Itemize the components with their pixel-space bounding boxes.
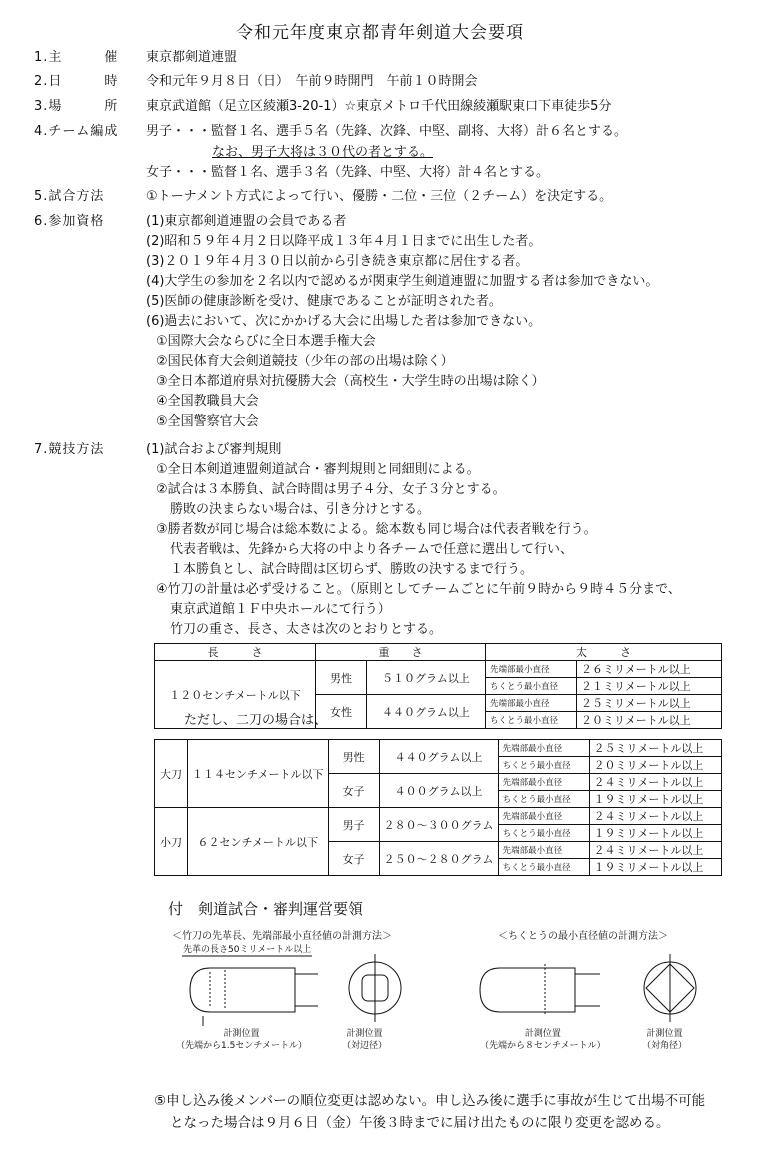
- section-text: 男子・・・監督１名、選手５名（先鋒、次鋒、中堅、副将、大将）計６名とする。: [146, 124, 628, 139]
- section-text: ①全日本剣道連盟剣道試合・審判規則と同細則による。: [156, 462, 480, 477]
- left-caption-2: 計測位置 （対辺径）: [342, 1029, 388, 1051]
- section-text: ④全国教職員大会: [156, 394, 259, 409]
- section-team: [0, 121, 760, 143]
- diameter-label: 先端部最小直径: [486, 661, 577, 678]
- section-text: ③勝者数が同じ場合は総本数による。総本数も同じ場合は代表者戦を行う。: [156, 522, 597, 537]
- diameter-label: ちくとう最小直径: [498, 757, 589, 774]
- section-text: 東京都剣道連盟: [146, 50, 238, 65]
- sex-cell: 男性: [328, 740, 379, 774]
- shinai-tip-left: [190, 968, 295, 1012]
- right-caption-2: 計測位置 （対角径）: [642, 1029, 688, 1051]
- section-rules: [0, 439, 760, 461]
- section-text: ⑤全国警察官大会: [156, 414, 259, 429]
- diameter-label: ちくとう最小直径: [486, 678, 577, 695]
- section-text: 女子・・・監督１名、選手３名（先鋒、中堅、大将）計４名とする。: [146, 165, 550, 180]
- section-format: [0, 186, 760, 208]
- diameter-label: 先端部最小直径: [498, 740, 589, 757]
- shinai-tip-right: [480, 968, 575, 1012]
- section-text: (1)東京都剣道連盟の会員である者: [146, 214, 347, 229]
- sex-cell: 女子: [328, 774, 379, 808]
- section-text: 東京武道館１Ｆ中央ホールにて行う）: [170, 602, 391, 617]
- section-text: 令和元年９月８日（日） 午前９時開門 午前１０時開会: [146, 74, 478, 89]
- section-text: ④竹刀の計量は必ず受けること。（原則としてチームごとに午前９時から９時４５分まで、: [156, 582, 681, 597]
- section-label: 3.場 所: [34, 99, 119, 114]
- section-label: 5.試合方法: [34, 189, 105, 204]
- section-text: １本勝負とし、試合時間は区切らず、勝敗の決するまで行う。: [170, 562, 533, 577]
- header-weight: 重 さ: [316, 644, 486, 661]
- header-thickness: 太 さ: [486, 644, 722, 661]
- diameter-value: ２０ミリメートル以上: [589, 757, 721, 774]
- sex-cell: 男性: [316, 661, 367, 695]
- section-label: 2.日 時: [34, 74, 119, 89]
- section-text: 竹刀の重さ、長さ、太さは次のとおりとする。: [170, 622, 442, 637]
- length-cell: ６２センチメートル以下: [188, 808, 329, 876]
- section-text: ②試合は３本勝負、試合時間は男子４分、女子３分とする。: [156, 482, 506, 497]
- section-text: 代表者戦は、先鋒から大将の中より各チームで任意に選出して行い、: [170, 542, 574, 557]
- left-caption-1: 計測位置 （先端から1.5センチメートル）: [176, 1029, 307, 1051]
- diameter-value: １９ミリメートル以上: [589, 791, 721, 808]
- sex-cell: 女子: [328, 842, 379, 876]
- section-label: 4.チーム編成: [34, 124, 119, 139]
- section-text: 勝敗の決まらない場合は、引き分けとする。: [170, 502, 431, 517]
- diameter-value: ２５ミリメートル以上: [589, 740, 721, 757]
- left-diagram-note: 先革の長さ50ミリメートル以上: [183, 945, 312, 955]
- page-title: 令和元年度東京都青年剣道大会要項: [236, 23, 524, 43]
- section-date: [0, 71, 760, 93]
- section-eligibility: [0, 211, 760, 233]
- weight-cell: ２５０～２８０グラム: [379, 842, 498, 876]
- section-text: ③全日本都道府県対抗優勝大会（高校生・大学生時の出場は除く）: [156, 374, 545, 389]
- group-name: 大刀: [155, 740, 188, 808]
- weight-cell: ４４０グラム以上: [367, 695, 486, 729]
- section-text: (5)医師の健康診断を受け、健康であることが証明された者。: [146, 294, 502, 309]
- weight-cell: ２８０～３００グラム: [379, 808, 498, 842]
- section-text: (4)大学生の参加を２名以内で認めるが関東学生剣道連盟に加盟する者は参加できない。: [146, 274, 659, 289]
- footer-line: となった場合は９月６日（金）午後３時までに届け出たものに限り変更を認める。: [170, 1115, 670, 1131]
- section-label: 6.参加資格: [34, 214, 105, 229]
- left-diagram-title: ＜竹刀の先革長、先端部最小直径値の計測方法＞: [172, 931, 392, 942]
- section-text: 東京武道館（足立区綾瀬3-20-1）☆東京メトロ千代田線綾瀬駅東口下車徒歩5分: [146, 99, 612, 114]
- weight-cell: ４００グラム以上: [379, 774, 498, 808]
- measurement-diagrams: [170, 950, 730, 1030]
- section-text: ①トーナメント方式によって行い、優勝・二位・三位（２チーム）を決定する。: [146, 189, 613, 204]
- nito-note: ただし、二刀の場合は、: [184, 713, 328, 728]
- section-text: ①国際大会ならびに全日本選手権大会: [156, 334, 376, 349]
- section-text: なお、男子大将は３０代の者とする。: [212, 145, 434, 160]
- section-text: (3)２０１９年４月３０日以前から引き続き東京都に居住する者。: [146, 254, 529, 269]
- section-text: (6)過去において、次にかかげる大会に出場した者は参加できない。: [146, 314, 542, 329]
- diameter-value: １９ミリメートル以上: [589, 825, 721, 842]
- diameter-label: ちくとう最小直径: [498, 859, 589, 876]
- nito-spec-table: [154, 739, 722, 876]
- appendix-title: 付 剣道試合・審判運営要領: [168, 900, 364, 918]
- diameter-value: ２１ミリメートル以上: [577, 678, 722, 695]
- right-caption-1: 計測位置 （先端から８センチメートル）: [480, 1029, 606, 1051]
- sex-cell: 女性: [316, 695, 367, 729]
- section-text: (1)試合および審判規則: [146, 442, 282, 457]
- right-diagram-title: ＜ちくとうの最小直径値の計測方法＞: [498, 931, 668, 942]
- diameter-label: 先端部最小直径: [498, 774, 589, 791]
- section-label: 1.主 催: [34, 50, 119, 65]
- diameter-value: １９ミリメートル以上: [589, 859, 721, 876]
- diameter-value: ２０ミリメートル以上: [577, 712, 722, 729]
- length-cell: １１４センチメートル以下: [188, 740, 329, 808]
- diameter-value: ２４ミリメートル以上: [589, 842, 721, 859]
- weight-cell: ４４０グラム以上: [379, 740, 498, 774]
- section-label: 7.競技方法: [34, 442, 105, 457]
- diameter-value: ２４ミリメートル以上: [589, 774, 721, 791]
- sex-cell: 男子: [328, 808, 379, 842]
- section-organizer: [0, 47, 760, 69]
- diameter-value: ２６ミリメートル以上: [577, 661, 722, 678]
- diameter-label: 先端部最小直径: [498, 808, 589, 825]
- diameter-value: ２５ミリメートル以上: [577, 695, 722, 712]
- diameter-label: ちくとう最小直径: [486, 712, 577, 729]
- diameter-label: 先端部最小直径: [486, 695, 577, 712]
- group-name: 小刀: [155, 808, 188, 876]
- footer-line: ⑤申し込み後メンバーの順位変更は認めない。申し込み後に選手に事故が生じて出場不可能: [154, 1093, 706, 1109]
- diameter-label: 先端部最小直径: [498, 842, 589, 859]
- section-text: ②国民体育大会剣道競技（少年の部の出場は除く）: [156, 354, 454, 369]
- diameter-label: ちくとう最小直径: [498, 825, 589, 842]
- weight-cell: ５１０グラム以上: [367, 661, 486, 695]
- header-length: 長 さ: [155, 644, 316, 661]
- section-text: (2)昭和５９年４月２日以降平成１３年４月１日までに出生した者。: [146, 234, 542, 249]
- diameter-value: ２４ミリメートル以上: [589, 808, 721, 825]
- length-cell: １２０センチメートル以下: [155, 661, 316, 729]
- section-venue: [0, 96, 760, 118]
- diameter-label: ちくとう最小直径: [498, 791, 589, 808]
